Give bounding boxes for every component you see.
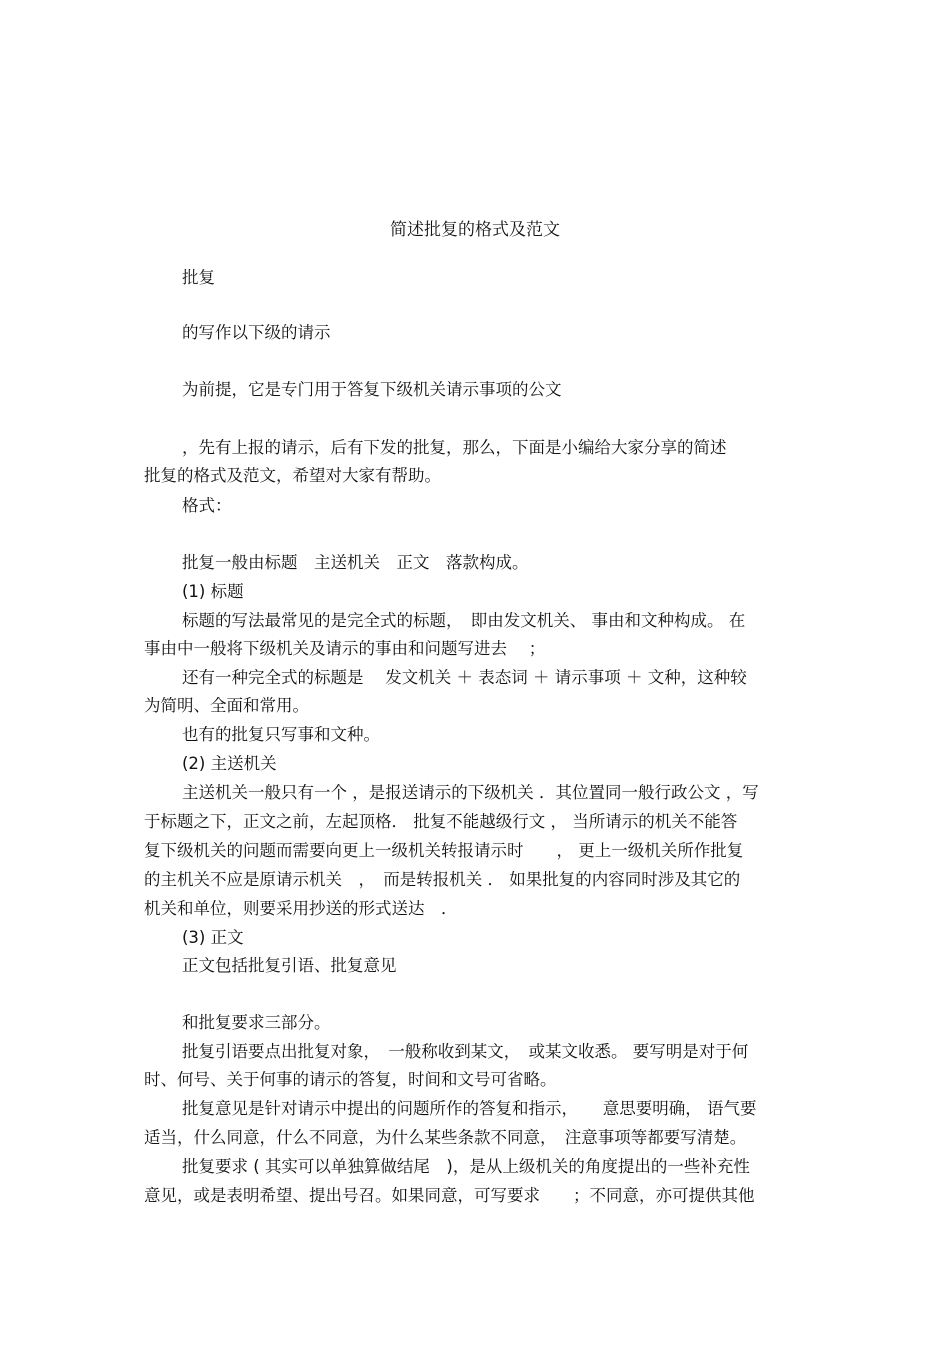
body-line: 意见，或是表明希望、提出号召。如果同意，可写要求 ；不同意，亦可提供其他 <box>144 1186 755 1205</box>
body-line: 为前提，它是专门用于答复下级机关请示事项的公文 <box>182 380 562 399</box>
section-heading: (1) 标题 <box>182 582 244 601</box>
body-line: 格式： <box>182 496 232 515</box>
body-line: ，先有上报的请示，后有下发的批复，那么，下面是小编给大家分享的简述 <box>182 438 727 457</box>
body-line: 的写作以下级的请示 <box>182 323 331 342</box>
body-line: 还有一种完全式的标题是 发文机关 ＋ 表态词 ＋ 请示事项 ＋ 文种，这种较 <box>182 668 747 687</box>
body-line: 主送机关一般只有一个 ，是报送请示的下级机关 ．其位置同一般行政公文 ，写 <box>182 783 759 802</box>
body-line: 事由中一般将下级机关及请示的事由和问题写进去 ； <box>144 639 546 658</box>
body-line: 为简明、全面和常用。 <box>144 696 309 715</box>
body-line: 批复 <box>182 268 215 287</box>
section-heading: (2) 主送机关 <box>182 754 277 773</box>
body-line: 批复的格式及范文，希望对大家有帮助。 <box>144 466 441 485</box>
body-line: 复下级机关的问题而需要向更上一级机关转报请示时 ， 更上一级机关所作批复 <box>144 841 744 860</box>
body-line: 机关和单位，则要采用抄送的形式送达 ． <box>144 899 458 918</box>
body-line: 标题的写法最常见的是完全式的标题， 即由发文机关、 事由和文种构成。 在 <box>182 611 746 630</box>
body-line: 批复要求 ( 其实可以单独算做结尾 )，是从上级机关的角度提出的一些补充性 <box>182 1157 750 1176</box>
body-line: 批复意见是针对请示中提出的问题所作的答复和指示， 意思要明确， 语气要 <box>182 1099 757 1118</box>
body-line: 于标题之下，正文之前，左起顶格． 批复不能越级行文 ， 当所请示的机关不能答 <box>144 812 738 831</box>
body-line: 正文包括批复引语、批复意见 <box>182 956 397 975</box>
body-line: 时、何号、关于何事的请示的答复，时间和文号可省略。 <box>144 1070 557 1089</box>
body-line: 批复引语要点出批复对象， 一般称收到某文， 或某文收悉。 要写明是对于何 <box>182 1042 749 1061</box>
body-line: 也有的批复只写事和文种。 <box>182 725 380 744</box>
body-line: 的主机关不应是原请示机关 ， 而是转报机关 ． 如果批复的内容同时涉及其它的 <box>144 870 741 889</box>
section-heading: (3) 正文 <box>182 928 244 947</box>
document-title: 简述批复的格式及范文 <box>390 220 560 240</box>
body-line: 批复一般由标题 主送机关 正文 落款构成。 <box>182 553 529 572</box>
body-line: 适当，什么同意，什么不同意，为什么某些条款不同意， 注意事项等都要写清楚。 <box>144 1128 747 1147</box>
body-line: 和批复要求三部分。 <box>182 1013 331 1032</box>
